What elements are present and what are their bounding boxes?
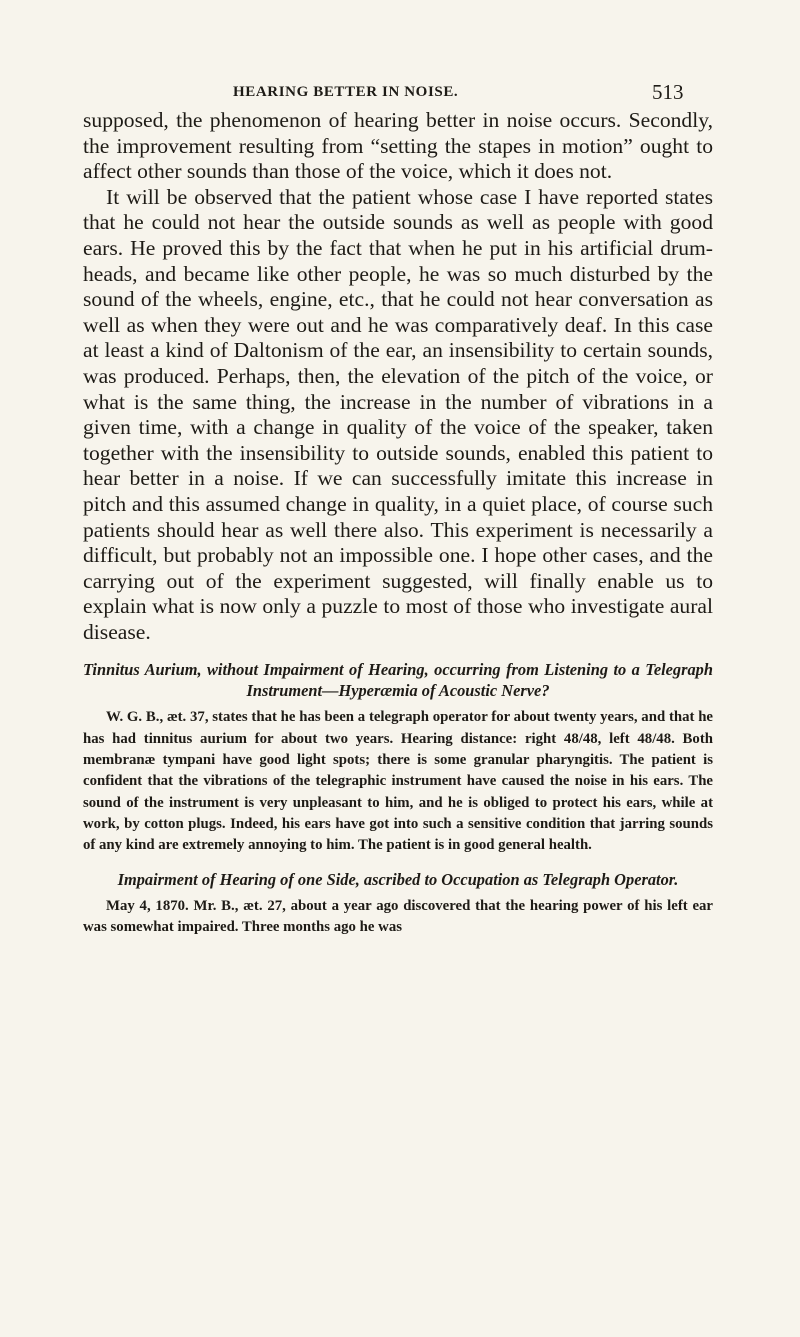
page-number: 513	[652, 80, 684, 104]
running-title: HEARING BETTER IN NOISE.	[233, 84, 459, 100]
paragraph: supposed, the phenomenon of hearing better in noise occurs. Secondly, the improvement resulting from “setting the stapes in motion” ought to affect other sounds than those of the voice, which it does not.	[83, 108, 713, 184]
running-head	[0, 80, 800, 106]
body-text	[83, 108, 713, 938]
case-report: W. G. B., æt. 37, states that he has been a telegraph operator for about twenty years, and that he has had tinnitus aurium for about two years. Hearing distance: right 48/48, left 48/48. Both membranæ tympani have good light spots; there is some granular pharyngitis. The patient is confident that the vibrations of the telegraphic instrument have caused the noise in his ears. The sound of the instrument is very unpleasant to him, and he is obliged to protect his ears, while at work, by cotton plugs. Indeed, his ears have got into such a sensitive condition that jarring sounds of any kind are extremely annoying to him. The patient is in good general health.	[83, 709, 713, 854]
case-heading: Tinnitus Aurium, without Impairment of Hearing, occurring from Listening to a Telegraph Instrument—Hyperæmia of Acoustic Nerve?	[83, 660, 713, 701]
paragraph: It will be observed that the patient whose case I have reported states that he could not hear the outside sounds as well as people with good ears. He proved this by the fact that when he put in his artificial drum-heads, and became like other people, he was so much disturbed by the sound of the wheels, engine, etc., that he could not hear conversation as well as when they were out and he was comparatively deaf. In this case at least a kind of Daltonism of the ear, an insensibility to certain sounds, was produced. Perhaps, then, the elevation of the pitch of the voice, or what is the same thing, the increase in the number of vibrations in a given time, with a change in quality of the voice of the speaker, taken together with the insensibility to outside sounds, enabled this patient to hear better in a noise. If we can successfully imitate this increase in pitch and this assumed change in quality, in a quiet place, of course such patients should hear as well there also. This experiment is necessarily a difficult, but probably not an impossible one. I hope other cases, and the carrying out of the experiment suggested, will finally enable us to explain what is now only a puzzle to most of those who investigate aural disease.	[83, 184, 713, 644]
case-report: May 4, 1870. Mr. B., æt. 27, about a year ago discovered that the hearing power of his left ear was somewhat impaired. Three months ago he was	[83, 897, 713, 935]
case-heading: Impairment of Hearing of one Side, ascribed to Occupation as Telegraph Operator.	[117, 869, 679, 889]
